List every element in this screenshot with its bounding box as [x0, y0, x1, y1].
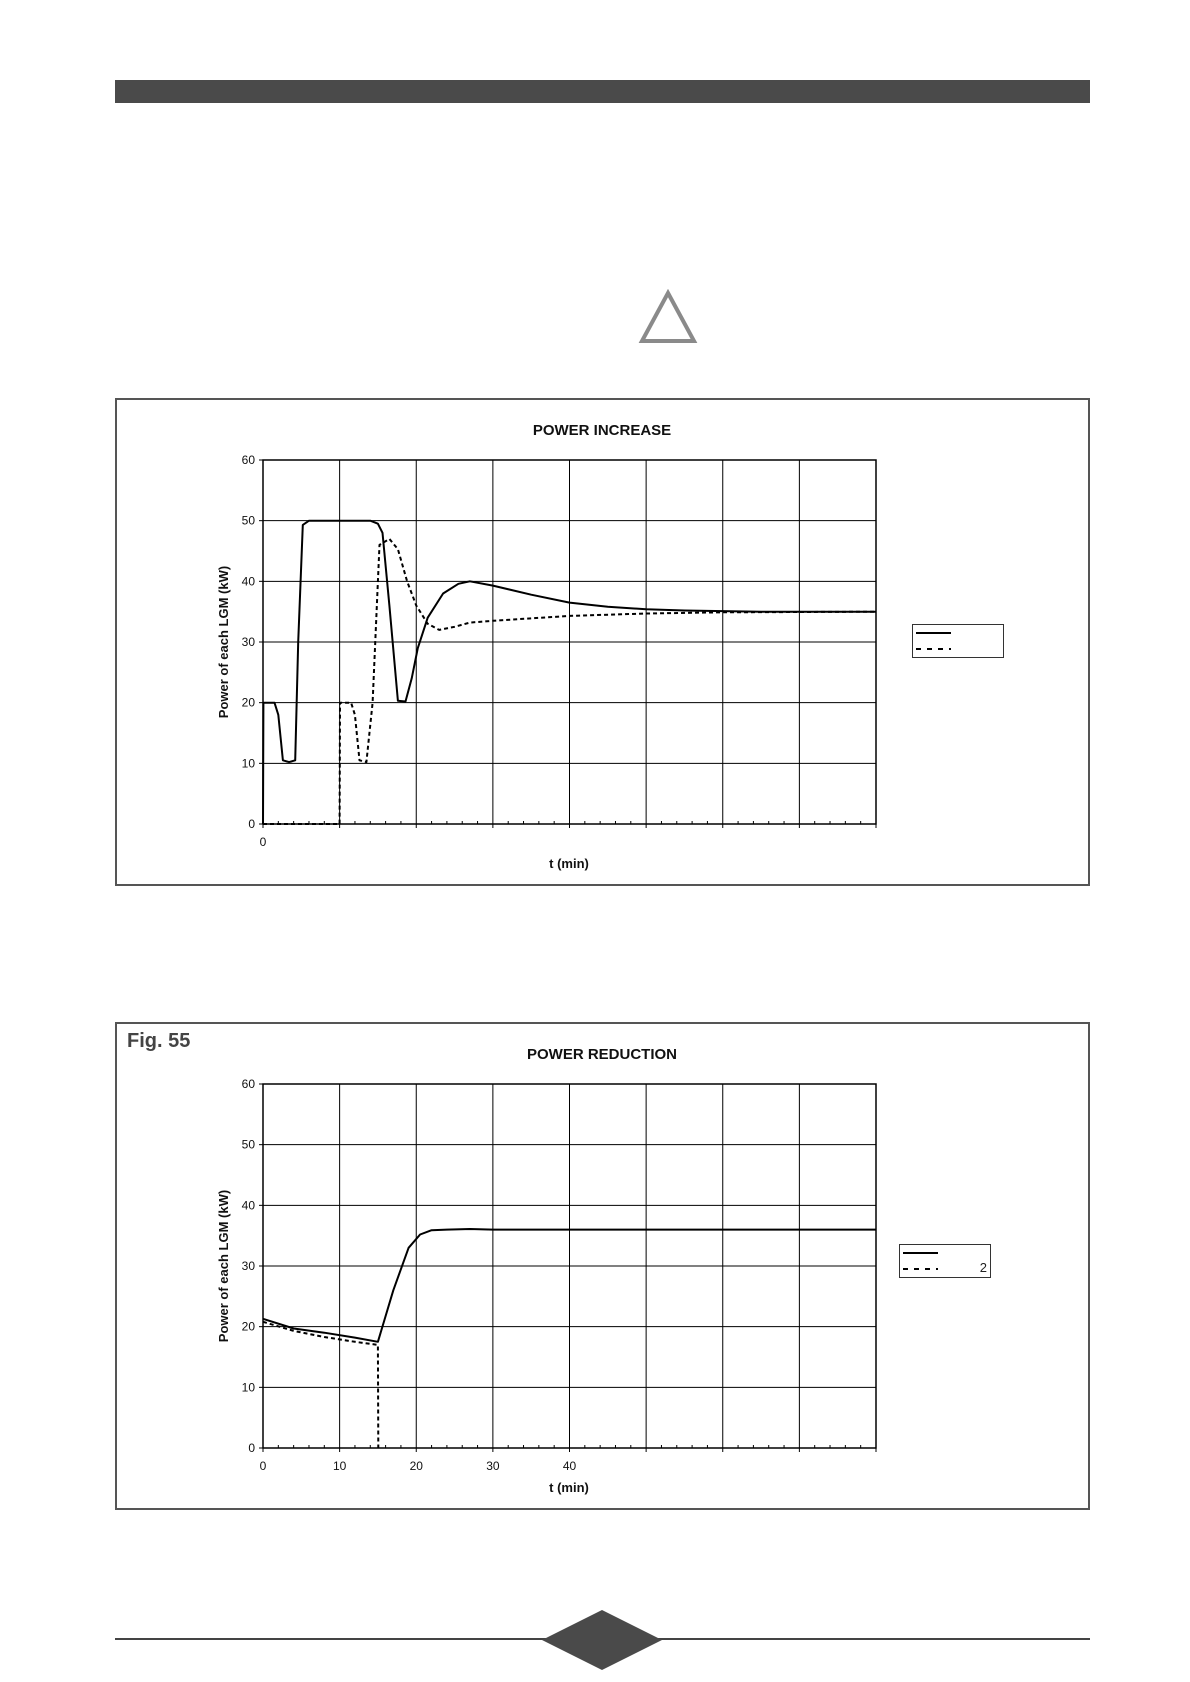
- y-tick-label: 0: [248, 1441, 255, 1455]
- power-reduction-panel: [115, 1022, 1090, 1510]
- y-tick-label: 20: [241, 1319, 255, 1334]
- x-tick-label: 20: [409, 1459, 423, 1473]
- x-axis-title: t (min): [549, 1480, 589, 1495]
- page-diamond-icon: [542, 1610, 662, 1670]
- legend-label-dashed: 2: [979, 1260, 987, 1275]
- chart-title: POWER INCREASE: [532, 422, 672, 439]
- x-tick-label: 30: [486, 1459, 500, 1473]
- y-tick-label: 30: [241, 635, 255, 649]
- y-tick-label: 60: [241, 1077, 255, 1091]
- legend-swatches: [900, 1245, 990, 1277]
- series-line-dashed: [263, 1322, 378, 1448]
- y-tick-label: 60: [241, 453, 255, 467]
- y-tick-label: 40: [241, 1198, 255, 1213]
- y-tick-label: 10: [241, 1380, 255, 1395]
- power-reduction-legend: [899, 1244, 991, 1278]
- y-tick-label: 50: [241, 1137, 255, 1152]
- power-increase-legend: [912, 624, 1004, 658]
- x-tick-label: 40: [562, 1459, 577, 1473]
- power-increase-panel: [115, 398, 1090, 886]
- y-axis-title: Power of each LGM (kW): [216, 565, 231, 719]
- x-axis-title: t (min): [549, 856, 589, 871]
- y-tick-label: 20: [241, 695, 255, 710]
- y-tick-label: 50: [241, 513, 255, 528]
- chart-title: POWER REDUCTION: [527, 1046, 677, 1063]
- x-tick-label: 10: [332, 1459, 347, 1473]
- y-tick-label: 40: [241, 574, 255, 589]
- figure-label: Fig. 55: [127, 1030, 191, 1052]
- y-tick-label: 0: [248, 817, 255, 831]
- y-tick-label: 30: [241, 1259, 255, 1273]
- x-tick-label: 0: [259, 1459, 267, 1473]
- y-tick-label: 10: [241, 756, 255, 771]
- warning-triangle-icon: [638, 289, 698, 345]
- header-bar: [115, 80, 1090, 103]
- legend-swatches: [913, 625, 1003, 657]
- x-tick-label: 0: [259, 835, 267, 849]
- y-axis-title: Power of each LGM (kW): [216, 1189, 231, 1343]
